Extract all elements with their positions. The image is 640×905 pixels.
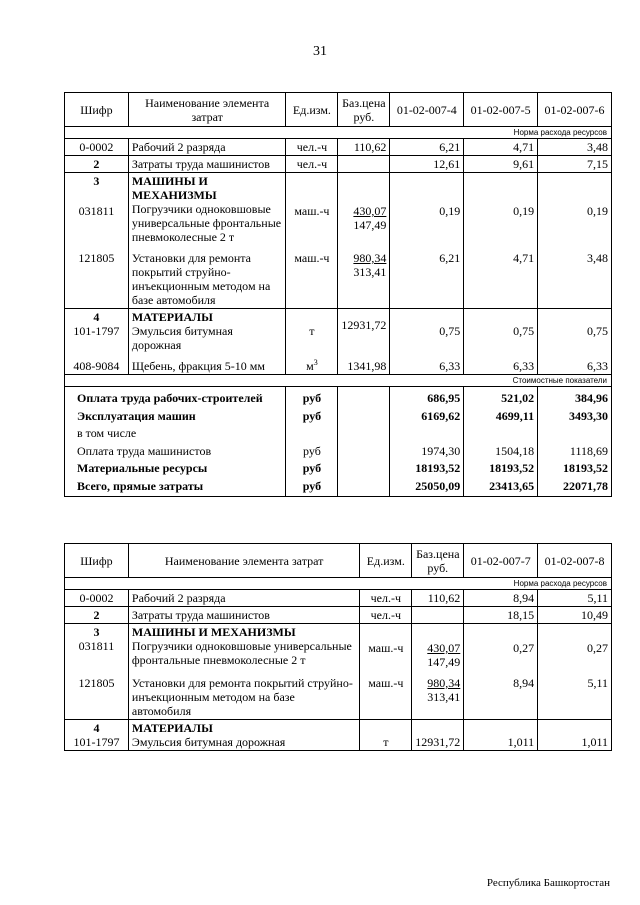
section-code: 3 xyxy=(93,174,100,188)
row-price-secondary: 313,41 xyxy=(427,690,461,704)
row-name: Рабочий 2 разряда xyxy=(128,590,359,607)
header-unit: Ед.изм. xyxy=(286,93,338,127)
row-value: 0,19 xyxy=(439,204,461,218)
row-price-secondary: 147,49 xyxy=(353,218,387,232)
row-code: 101-1797 xyxy=(73,735,120,749)
header-col-1: 01-02-007-4 xyxy=(390,93,464,127)
row-price: 430,07 xyxy=(353,204,387,218)
section-code: 4 xyxy=(93,721,100,735)
row-value: 0,75 xyxy=(587,324,608,338)
row-name: Погрузчики одноковшовые универсальные фронтальные пневмоколесные 2 т xyxy=(131,639,352,667)
resource-norms-table-1 xyxy=(64,92,612,497)
cost-value: 18193,52 xyxy=(415,461,461,475)
header-col-1: 01-02-007-7 xyxy=(464,544,538,578)
cost-value: 521,02 xyxy=(501,391,535,405)
page-number: 31 xyxy=(313,44,327,59)
row-code: 408-9084 xyxy=(65,353,129,375)
header-name: Наименование элемента затрат xyxy=(128,544,359,578)
table-header-row xyxy=(65,544,612,578)
table-row xyxy=(65,607,612,624)
row-value: 9,61 xyxy=(464,156,538,173)
cost-name: Оплата труда машинистов xyxy=(77,443,212,458)
section-title: МАШИНЫ И МЕХАНИЗМЫ xyxy=(131,625,296,639)
row-unit: т xyxy=(383,735,389,749)
row-value: 4,71 xyxy=(464,245,538,309)
header-name: Наименование элемента затрат xyxy=(128,93,286,127)
row-value: 18,15 xyxy=(464,607,538,624)
row-unit: маш.-ч xyxy=(286,245,338,309)
cost-unit: руб xyxy=(302,408,322,423)
row-value: 4,71 xyxy=(464,139,538,156)
row-unit: маш.-ч xyxy=(294,204,330,218)
table-header-row xyxy=(65,93,612,127)
table-row xyxy=(65,245,612,309)
cost-value: 4699,11 xyxy=(495,408,535,423)
row-value: 6,21 xyxy=(390,139,464,156)
row-value: 6,33 xyxy=(464,353,538,375)
page-footer: Республика Башкортостан xyxy=(486,877,610,889)
cost-unit: руб xyxy=(302,461,322,475)
row-name: Затраты труда машинистов xyxy=(128,607,359,624)
table-row xyxy=(65,624,612,671)
row-price xyxy=(338,156,390,173)
cost-value: 3493,30 xyxy=(569,408,608,423)
cost-value: 1974,30 xyxy=(421,443,461,458)
cost-name: в том числе xyxy=(77,426,137,440)
row-price-secondary: 147,49 xyxy=(427,655,461,669)
row-code: 031811 xyxy=(78,204,115,218)
cost-value: 23413,65 xyxy=(489,478,535,493)
section-title: МАТЕРИАЛЫ xyxy=(131,721,213,735)
cost-value: 18193,52 xyxy=(563,461,608,475)
table-row xyxy=(65,156,612,173)
row-unit: чел.-ч xyxy=(286,139,338,156)
row-value: 0,19 xyxy=(513,204,535,218)
row-value: 3,48 xyxy=(538,245,612,309)
row-value: 0,27 xyxy=(587,641,608,655)
row-value: 6,21 xyxy=(390,245,464,309)
row-price: 12931,72 xyxy=(415,735,461,749)
row-value: 6,33 xyxy=(390,353,464,375)
resource-norms-table-2 xyxy=(64,543,612,751)
row-value: 0,75 xyxy=(513,324,535,338)
cost-unit: руб xyxy=(302,478,322,493)
cost-unit: руб xyxy=(303,443,321,458)
row-price: 980,34 xyxy=(427,676,461,690)
table-row xyxy=(65,353,612,375)
row-unit: чел.-ч xyxy=(360,607,412,624)
norm-label-row xyxy=(65,127,612,139)
row-unit: чел.-ч xyxy=(286,156,338,173)
cost-unit: руб xyxy=(302,391,322,405)
row-unit: чел.-ч xyxy=(360,590,412,607)
row-value: 1,011 xyxy=(507,735,535,749)
table-row xyxy=(65,590,612,607)
row-value: 5,11 xyxy=(538,590,612,607)
row-name: Эмульсия битумная дорожная xyxy=(131,735,286,749)
row-name: Установки для ремонта покрытий струйно-инъекционным методом на базе автомобиля xyxy=(128,670,359,720)
row-code: 0-0002 xyxy=(65,139,129,156)
cost-name: Материальные ресурсы xyxy=(77,461,208,475)
norm-label-row xyxy=(65,578,612,590)
row-price: 12931,72 xyxy=(341,318,387,332)
header-unit: Ед.изм. xyxy=(360,544,412,578)
cost-value: 384,96 xyxy=(575,391,608,405)
table-row xyxy=(65,309,612,354)
row-price: 430,07 xyxy=(427,641,461,655)
row-code: 121805 xyxy=(65,670,129,720)
section-code: 3 xyxy=(93,625,100,639)
table-row xyxy=(65,670,612,720)
row-unit: т xyxy=(309,324,315,338)
row-value: 7,15 xyxy=(538,156,612,173)
row-value: 1,011 xyxy=(581,735,608,749)
unit-superscript: 3 xyxy=(313,358,318,367)
row-price: 1341,98 xyxy=(338,353,390,375)
row-name: Эмульсия битумная дорожная xyxy=(131,324,233,352)
row-name: Рабочий 2 разряда xyxy=(128,139,286,156)
row-value: 6,33 xyxy=(538,353,612,375)
row-price: 110,62 xyxy=(412,590,464,607)
cost-value: 686,95 xyxy=(427,391,461,405)
row-unit: $м^3$ xyxy=(286,353,338,375)
cost-value: 25050,09 xyxy=(415,478,461,493)
row-price-secondary: 313,41 xyxy=(353,265,387,279)
table-row xyxy=(65,720,612,751)
cost-label: Стоимостные показатели xyxy=(65,375,612,387)
row-unit: маш.-ч xyxy=(360,670,412,720)
cost-value: 18193,52 xyxy=(489,461,535,475)
cost-value: 22071,78 xyxy=(563,478,608,493)
header-code: Шифр xyxy=(65,544,129,578)
table-row xyxy=(65,139,612,156)
cost-value: 1504,18 xyxy=(495,443,535,458)
row-price xyxy=(412,607,464,624)
header-col-3: 01-02-007-6 xyxy=(538,93,612,127)
section-title: МАТЕРИАЛЫ xyxy=(131,310,213,324)
row-name: Установки для ремонта покрытий струйно-инъекционным методом на базе автомобиля xyxy=(128,245,286,309)
row-value: 8,94 xyxy=(464,670,538,720)
cost-name: Эксплуатация машин xyxy=(77,408,196,423)
row-value: 3,48 xyxy=(538,139,612,156)
cost-block xyxy=(65,387,612,497)
row-name: Погрузчики одноковшовые универсальные фронтальные пневмоколесные 2 т xyxy=(131,202,282,244)
row-code: 101-1797 xyxy=(73,324,120,338)
row-code: 2 xyxy=(65,156,129,173)
cost-name: Оплата труда рабочих-строителей xyxy=(77,391,263,405)
row-value: 8,94 xyxy=(464,590,538,607)
header-price: Баз.цена руб. xyxy=(338,93,390,127)
cost-value: 1118,69 xyxy=(569,443,608,458)
row-code: 121805 xyxy=(65,245,129,309)
cost-label-row xyxy=(65,375,612,387)
section-title: МАШИНЫ И МЕХАНИЗМЫ xyxy=(131,174,217,202)
row-name: Щебень, фракция 5-10 мм xyxy=(128,353,286,375)
header-col-2: 01-02-007-8 xyxy=(538,544,612,578)
norm-label: Норма расхода ресурсов xyxy=(65,578,612,590)
cost-value: 6169,62 xyxy=(421,408,461,423)
cost-name: Всего, прямые затраты xyxy=(77,478,204,493)
row-value: 0,75 xyxy=(439,324,461,338)
row-price: 110,62 xyxy=(338,139,390,156)
row-code: 2 xyxy=(65,607,129,624)
row-value: 12,61 xyxy=(390,156,464,173)
row-price: 980,34 xyxy=(353,251,387,265)
row-value: 10,49 xyxy=(538,607,612,624)
section-code: 4 xyxy=(93,310,100,324)
row-code: 031811 xyxy=(78,639,115,653)
row-value: 0,27 xyxy=(513,641,535,655)
row-code: 0-0002 xyxy=(65,590,129,607)
row-value: 5,11 xyxy=(538,670,612,720)
header-code: Шифр xyxy=(65,93,129,127)
header-price: Баз.цена руб. xyxy=(412,544,464,578)
row-value: 0,19 xyxy=(587,204,608,218)
table-row xyxy=(65,173,612,246)
row-unit: маш.-ч xyxy=(368,641,404,655)
header-col-2: 01-02-007-5 xyxy=(464,93,538,127)
row-name: Затраты труда машинистов xyxy=(128,156,286,173)
norm-label: Норма расхода ресурсов xyxy=(65,127,612,139)
